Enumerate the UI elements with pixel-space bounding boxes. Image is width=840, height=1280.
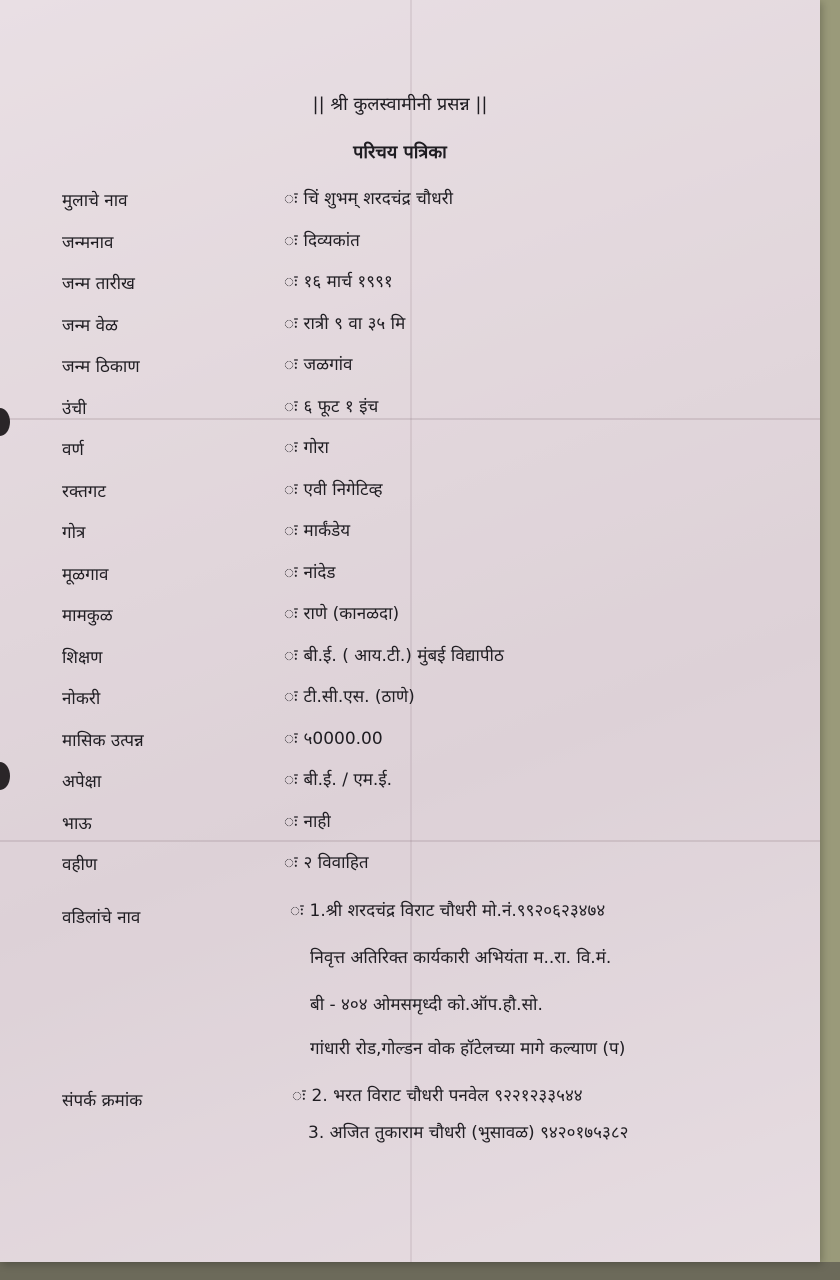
separator: ः [284,521,298,541]
field-value: ः राणे (कानळदा) [284,601,399,624]
contact-line-1: ः 2. भरत विराट चौधरी पनवेल ९२२१२३३५४४ [292,1083,583,1106]
field-label: अपेक्षा [62,772,102,792]
separator: ः [292,1086,306,1106]
separator: ः [284,231,298,251]
separator: ः [284,272,298,292]
field-value: ः जळगांव [284,352,353,375]
field-label: जन्म तारीख [62,274,135,294]
separator: ः [284,687,298,707]
field-label: जन्मनाव [62,233,114,253]
separator: ः [284,604,298,624]
separator: ः [284,729,298,749]
field-value: ः बी.ई. ( आय.टी.) मुंबई विद्यापीठ [284,643,504,666]
contact-line-2: 3. अजित तुकाराम चौधरी (भुसावळ) ९४२०१७५३८२ [308,1123,629,1143]
father-line-3: बी - ४०४ ओमसमृध्दी को.ऑप.हौ.सो. [310,995,543,1015]
field-label: मूळगाव [62,565,109,585]
separator: ः [284,397,298,417]
separator: ः [284,438,298,458]
punch-hole [0,408,10,436]
field-label: उंची [62,399,87,419]
field-label: मामकुळ [62,606,113,626]
invocation-heading: || श्री कुलस्वामीनी प्रसन्न || [312,94,488,115]
field-label: वर्ण [62,440,84,460]
separator: ः [284,480,298,500]
field-value: ः १६ मार्च १९९१ [284,269,393,292]
father-label: वडिलांचे नाव [62,908,141,928]
field-value: ः दिव्यकांत [284,228,360,251]
separator: ः [284,770,298,790]
field-label: शिक्षण [62,648,103,668]
field-value: ः एवी निगेटिव्ह [284,477,383,500]
background-bottom-edge [0,1262,840,1280]
field-label: भाऊ [62,814,92,834]
separator: ः [284,314,298,334]
contact-label: संपर्क क्रमांक [62,1091,143,1111]
field-value: ः चिं शुभम् शरदचंद्र चौधरी [284,186,453,209]
separator: ः [284,646,298,666]
separator: ः [284,189,298,209]
father-line-2: निवृत्त अतिरिक्त कार्यकारी अभियंता म..रा. वि.मं. [310,948,612,968]
document-title: परिचय पत्रिका [353,142,447,163]
background-right-edge [820,0,840,1280]
punch-hole [0,762,10,790]
field-value: ः मार्कंडेय [284,518,350,541]
field-value: ः बी.ई. / एम.ई. [284,767,392,790]
field-value: ः गोरा [284,435,329,458]
field-label: रक्तगट [62,482,106,502]
field-value: ः टी.सी.एस. (ठाणे) [284,684,415,707]
father-line-4: गांधारी रोड,गोल्डन वोक हॉटेलच्या मागे कल्याण (प) [310,1039,626,1059]
field-label: जन्म ठिकाण [62,357,140,377]
father-line-1: ः 1.श्री शरदचंद्र विराट चौधरी मो.नं.९९२०६२३४७४ [290,898,605,921]
field-label: जन्म वेळ [62,316,118,336]
field-value: ः ६ फूट १ इंच [284,394,378,417]
field-value: ः नांदेड [284,560,336,583]
field-label: वहीण [62,855,98,875]
separator: ः [290,901,304,921]
field-value: ः ५0000.00 [284,726,383,749]
field-label: मासिक उत्पन्न [62,731,144,751]
field-value: ः २ विवाहित [284,850,369,873]
separator: ः [284,355,298,375]
field-label: गोत्र [62,523,86,543]
field-value: ः रात्री ९ वा ३५ मि [284,311,405,334]
field-value: ः नाही [284,809,331,832]
separator: ः [284,853,298,873]
field-label: मुलाचे नाव [62,191,128,211]
separator: ः [284,563,298,583]
separator: ः [284,812,298,832]
field-label: नोकरी [62,689,101,709]
